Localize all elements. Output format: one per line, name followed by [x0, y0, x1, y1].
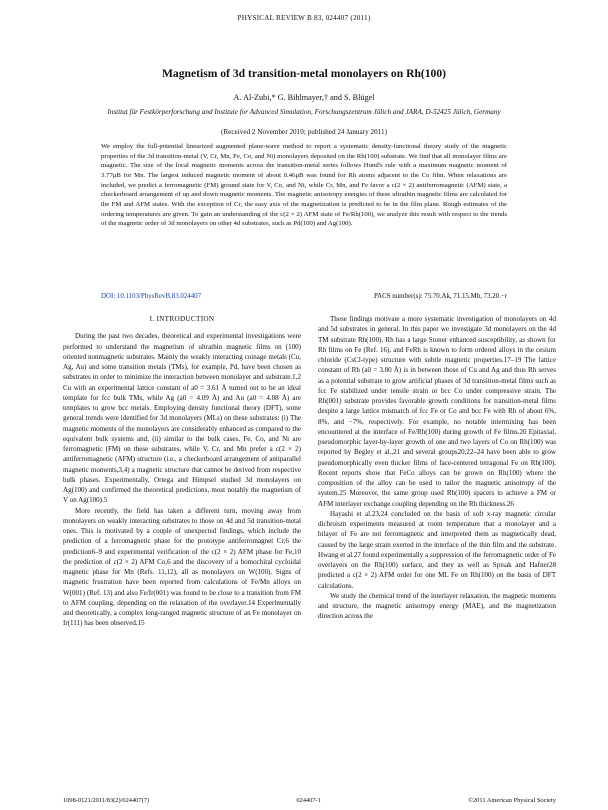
doi-link[interactable]: DOI: 10.1103/PhysRevB.83.024407 [101, 293, 202, 300]
paragraph: More recently, the field has taken a different turn, moving away from monolayers on weakly interacting substrates to those on 4d and 5d transition-metal ones. This is motivated by a couple of unexpected findings, which include the prediction of a ferromagnetic phase for the prototype antiferromagnet Cr,6 the prediction6–9 and experimental verification of the c(2 × 2) AFM phase for Fe,10 the prediction of c(2 × 2) AFM Co,6 and the discovery of a homochiral cycloidal magnetic phase for Mn (Refs. 11,12), all as monolayers on W(100). Signs of magnetic frustration have been reported from calculations of Fe/Mn alloys on W(001) (Ref. 13) and also Fe/Ir(001) was found to be close to a transition from FM to AFM coupling, depending on the relaxation of the overlayer.14 Experimentally and theoretically, a complex long-ranged magnetic structure of an Fe monolayer on Ir(111) has been observed.15 [63, 506, 301, 628]
paragraph: During the past two decades, theoretical and experimental investigations were performed to understand the magnetism of ultrathin magnetic films on (100) oriented nonmagnetic substrates. Mainly the weakly interacting coinage metals (Cu, Ag, Au) and some transition metals (TMs), for example, Pd, have been chosen as substrates in order to minimize the interaction between monolayer and substrate.1,2 Cu with an experimental lattice constant of a0 = 3.61 Å turned out to be an ideal template for fcc bulk TMs, while Ag (a0 = 4.09 Å) and Au (a0 = 4.08 Å) are templates to grow bcc metals. Employing density functional theory (DFT), some general trends were identified for 3d monolayers (MLs) on these substrates: (i) The magnetic moments of the monolayers are considerably enhanced as compared to the equivalent bulk systems and, (ii) similar to the bulk cases, Fe, Co, and Ni are ferromagnetic (FM) on these substrates, while V, Cr, and Mn prefer a c(2 × 2) antiferromagnetic (AFM) structure (i.e., a checkerboard arrangement of antiparallel magnetic moments,3,4) a magnetic structure that cannot be derived from respective bulk phases. Experimentally, Ortega and Himpsel studied 3d monolayers on Ag(100) and confirmed the theoretical predictions, most notably the magnetism of V on Ag(100).5 [63, 332, 301, 505]
doi-pacs-line [101, 293, 507, 300]
running-head: PHYSICAL REVIEW B 83, 024407 (2011) [237, 14, 371, 22]
paper-title: Magnetism of 3d transition-metal monolayers on Rh(100) [161, 67, 447, 80]
page-footer [63, 797, 556, 804]
paragraph: Hayashi et al.23,24 concluded on the basis of soft x-ray magnetic circular dichroism experiments measured at room temperature that a monolayer and a bilayer of Fe are not ferromagnetic and interpreted them as magnetically dead, caused by the large strain exerted in the interface of the thin film and the substrate. Hwang et al.27 found experimentally a suppression of the ferromagnetic order of Fe overlayers on the Rh(100) surface, and they as well as Spisak and Hafner28 predicted a c(2 × 2) AFM order for one ML Fe on Rh(100) on the basis of DFT calculations. [318, 509, 556, 590]
affiliation: Institut für Festkörperforschung and Institute for Advanced Simulation, Forschungszentrum Jülich and JARA, D-52425 Jülich, Germany [107, 108, 501, 116]
abstract: We employ the full-potential linearized augmented plane-wave method to report a systematic density-functional theory study of the magnetic properties of the 3d transition-metal (V, Cr, Mn, Fe, Co, and Ni) monolayers deposited on the Rh(100) substrate. We find that all monolayer films are magnetic. The size of the local magnetic moments across the transition-metal series follows Hund's rule with a maximum magnetic moment of 3.77μB for Mn. The largest induced magnetic moment of about 0.46μB was found for Rh atoms adjacent to the Co film. When relaxations are included, we predict a ferromagnetic (FM) ground state for V, Co, and Ni, while Cr, Mn, and Fe favor a c(2 × 2) antiferromagnetic (AFM) state, a checkerboard arrangement of up and down magnetic moments. The magnetic anisotropy energies of these ultrathin magnetic films are calculated for the FM and AFM states. With the exception of Cr, the easy axis of the magnetization is predicted to be in the film plane. Rough estimates of the ordering temperatures are given. To gain an understanding of the c(2 × 2) AFM state of Fe/Rh(100), we analyze this result with respect to the trends of the magnetic order of 3d monolayers on other 4d substrates, such as Pd(100) and Ag(100). [101, 143, 507, 228]
right-column [318, 314, 556, 622]
author-list: A. Al-Zubi,* G. Bihlmayer,† and S. Blügel [233, 93, 375, 102]
pacs-numbers: PACS number(s): 75.70.Ak, 71.15.Mb, 73.20.−r [373, 293, 507, 300]
footer-copyright: ©2011 American Physical Society [468, 797, 556, 804]
footer-issn: 1098-0121/2011/83(2)/024407(7) [63, 797, 150, 804]
paragraph: We study the chemical trend of the interlayer relaxation, the magnetic moments and structure, the magnetic anisotropy energy (MAE), and the magnetization direction across the [318, 591, 556, 621]
section-heading: I. INTRODUCTION [149, 315, 215, 323]
paragraph: These findings motivate a more systematic investigation of monolayers on 4d and 5d substrates in general. In this paper we investigate 3d monolayers on the 4d TM substrate Rh(100). Rh has a large Stoner enhanced susceptibility, as shown for Rh films on Fe (Ref. 16), and FeRh is known to form ordered alloys in the cesium chloride (CsCl-type) structure with subtle magnetic properties.17–19 The lattice constant of Rh (a0 = 3.80 Å) is in between those of Cu and Ag and thus Rh serves as a potential substrate to grow artificial phases of 3d transition-metal films such as fcc Fe stabilized under tensile strain or bcc Co under compressive strain. The Rh(001) substrate provides favorable growth conditions for transition-metal films despite a large lattice mismatch of fcc Fe or Co and bcc Fe with Rh of about 6%, 8%, and −7%, respectively. For example, no notable intermixing has been encountered at the interface of Fe/Rh(100) during growth of Fe films.20 Epitaxial, pseudomorphic layer-by-layer growth of one and two layers of Co on Rh(100) was reported by Begley et al.,21 and several groups20,22–24 have been able to grow pseudomorphically even thicker films of face-centered tetragonal Fe on Rh(100). Recent reports show that FeCo alloys can be grown on Rh(100) where the composition of the alloy can be used to tailor the magnetic anisotropy of the system.25 Moreover, the same group used Rh(100) spacers to achieve a FM or AFM interlayer exchange coupling depending on the Rh thickness.26 [318, 315, 556, 508]
footer-page-number: 024407-1 [296, 797, 321, 804]
left-column [63, 314, 301, 629]
received-date: (Received 2 November 2010; published 24 January 2011) [220, 128, 387, 136]
